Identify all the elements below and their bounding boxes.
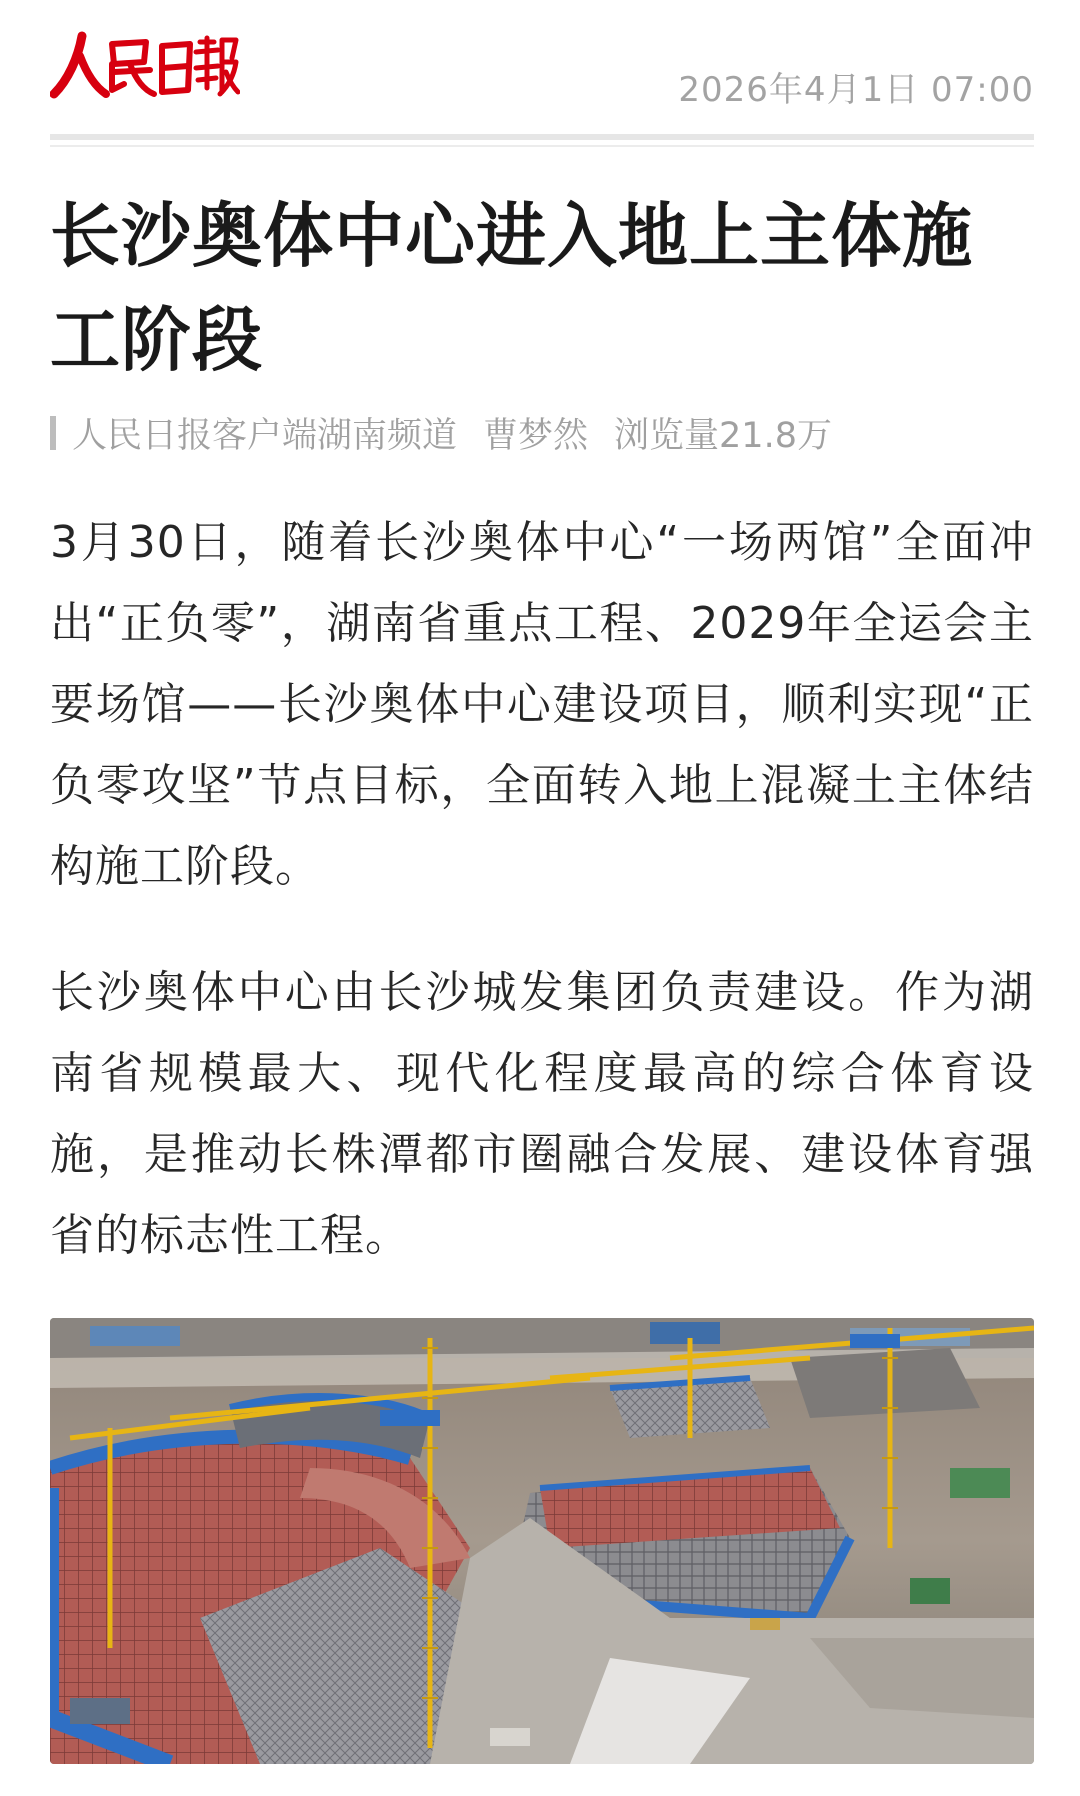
header [50,0,1034,136]
construction-site-photo[interactable] [50,1318,1034,1764]
article-title: 长沙奥体中心进入地上主体施工阶段 [50,195,973,381]
publish-timestamp: 2026年4月1日 07:00 [678,70,1034,110]
meta-source[interactable]: 人民日报客户端湖南频道 [72,416,458,456]
article-paragraph: 3月30日，随着长沙奥体中心“一场两馆”全面冲出“正负零”，湖南省重点工程、2029年全运会主要场馆——长沙奥体中心建设项目，顺利实现“正负零攻坚”节点目标，全面转入地上混凝土主体结构施工阶段。 [50,517,1034,892]
meta-views: 浏览量21.8万 [614,416,832,456]
meta-author: 曹梦然 [483,416,589,456]
meta-accent-bar [50,416,56,450]
construction-site-aerial-photo-icon [50,1318,1034,1764]
header-divider [50,134,1034,140]
article-page [50,0,1034,1261]
article-meta [50,408,858,458]
people-daily-logo[interactable] [50,28,240,108]
header-divider-thin [50,145,1034,147]
article-paragraph: 长沙奥体中心由长沙城发集团负责建设。作为湖南省规模最大、现代化程度最高的综合体育设施，是推动长株潭都市圈融合发展、建设体育强省的标志性工程。 [50,967,1034,1261]
